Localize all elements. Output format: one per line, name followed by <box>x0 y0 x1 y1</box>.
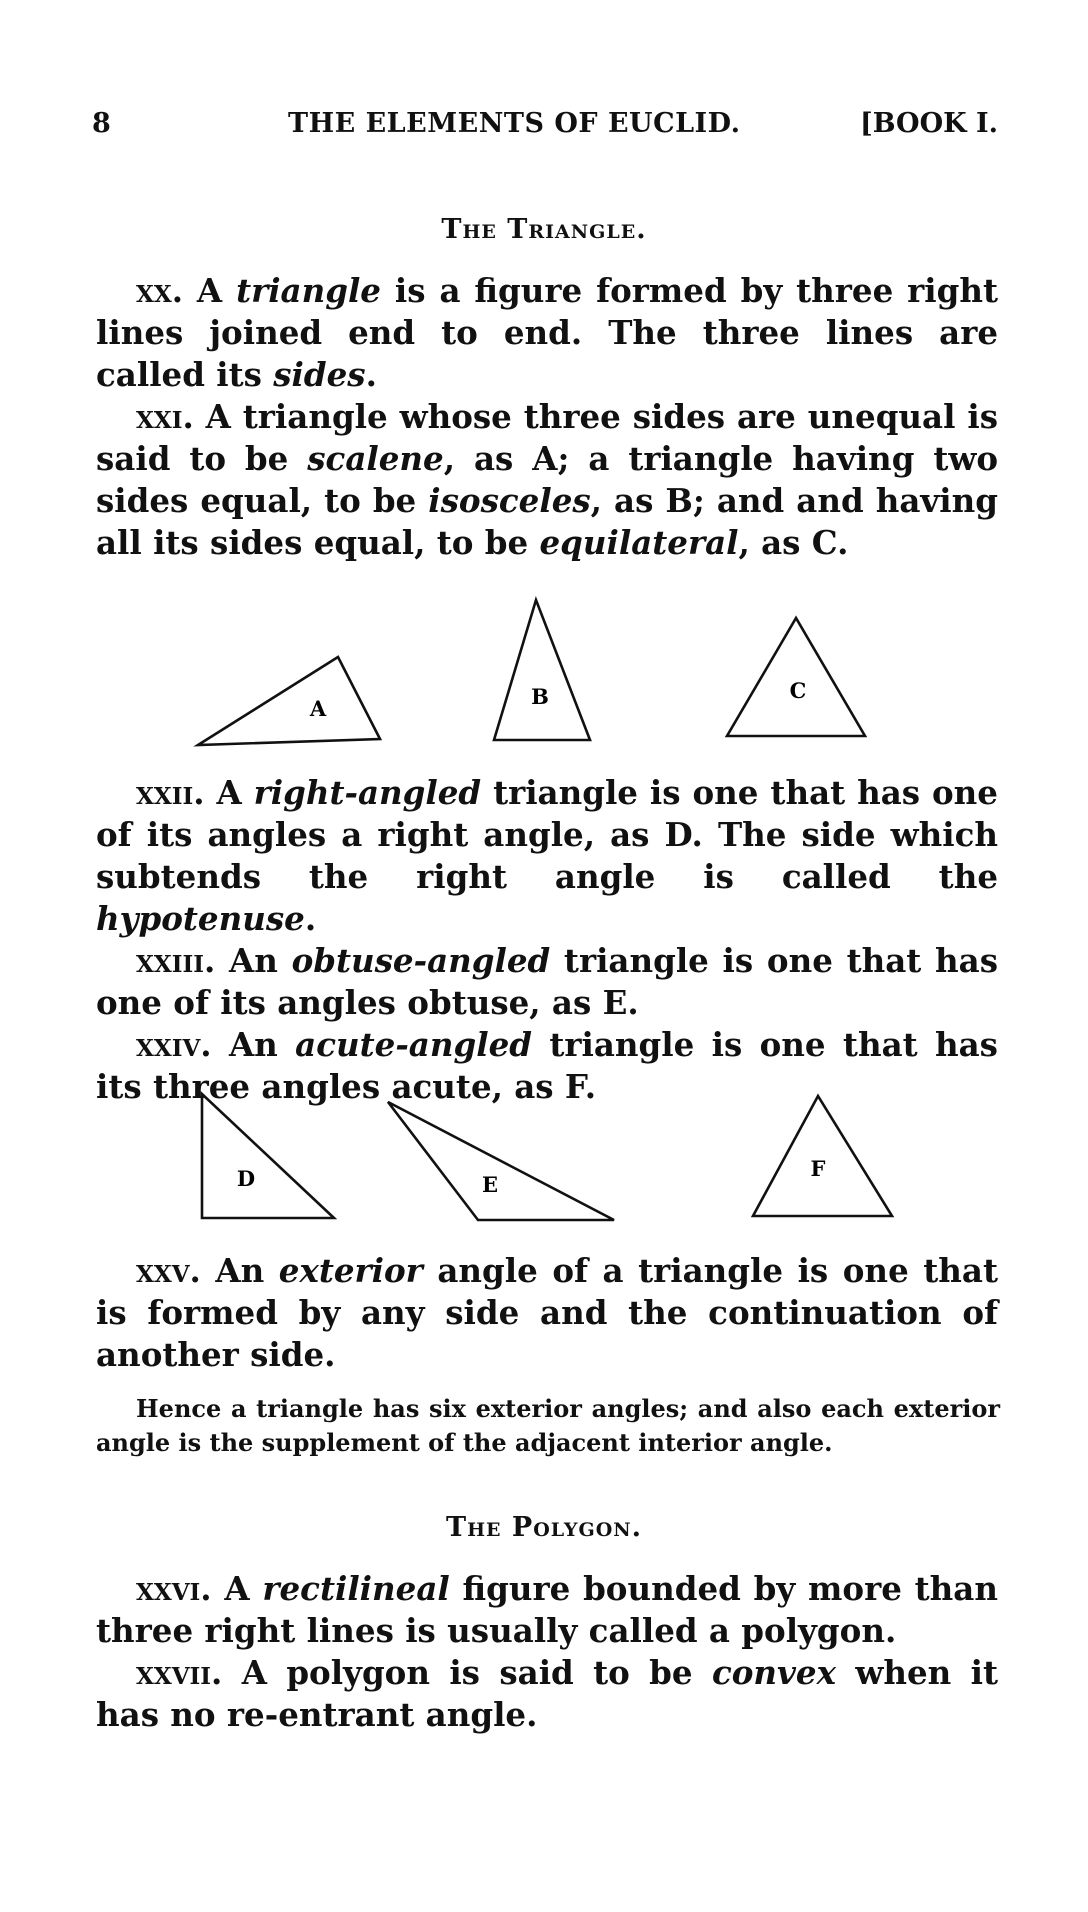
definition-26 <box>96 1568 998 1652</box>
right-angled-triangle <box>202 1094 334 1218</box>
figure-triangles-abc <box>0 590 1088 750</box>
definitions-triangle <box>96 270 998 564</box>
definition-text: is a figure formed by three right lines joined end to end. The three lines are called its <box>96 271 998 394</box>
defined-term: obtuse-angled <box>291 941 551 980</box>
definition-20 <box>96 270 998 396</box>
defined-term: triangle <box>236 271 381 310</box>
book-reference: [BOOK I. <box>859 108 998 139</box>
definition-text: An <box>211 1025 296 1064</box>
defined-term: acute-angled <box>295 1025 532 1064</box>
definition-text: An <box>200 1251 279 1290</box>
figure-label-a: A <box>309 696 327 721</box>
figure-label-c: C <box>789 678 807 703</box>
definition-text: An <box>215 941 292 980</box>
definition-number: xx. <box>136 271 184 310</box>
definition-text: when it has no re-entrant angle. <box>96 1653 998 1734</box>
note-text: Hence a triangle has six exterior angles; and also each exterior angle is the supplement of the adjacent interior angle. <box>96 1394 1000 1457</box>
definition-22 <box>96 772 998 940</box>
definition-text: . <box>304 899 317 938</box>
definition-text: A <box>211 1569 263 1608</box>
defined-term: equilateral <box>539 523 739 562</box>
triangles-def-drawing <box>0 1088 1088 1228</box>
defined-term: isosceles <box>428 481 591 520</box>
definition-text: triangle is one that has one of its angles obtuse, as E. <box>96 941 998 1022</box>
section-title-polygon: The Polygon. <box>445 1512 643 1543</box>
definitions-angles <box>96 772 998 1108</box>
definition-text: A polygon is said to be <box>222 1653 712 1692</box>
defined-term: convex <box>711 1653 836 1692</box>
definition-number: xxiii. <box>136 941 216 980</box>
figure-label-f: F <box>810 1156 826 1181</box>
figure-label-e: E <box>481 1172 499 1197</box>
triangles-abc-drawing <box>0 590 1088 750</box>
defined-term: rectilineal <box>262 1569 450 1608</box>
scalene-triangle <box>198 657 380 745</box>
definition-21 <box>96 396 998 564</box>
note-exterior-angles <box>96 1392 1000 1460</box>
definition-27 <box>96 1652 998 1736</box>
definition-text: figure bounded by more than three right lines is usually called a polygon. <box>96 1569 998 1650</box>
definition-text: triangle is one that has one of its angles a right angle, as D. The side which subtends the right angle is called the <box>96 773 998 896</box>
definition-text: , as B; and and having all its sides equal, to be <box>96 481 998 562</box>
obtuse-angled-triangle <box>388 1102 614 1220</box>
definition-text: triangle is one that has its three angles acute, as F. <box>96 1025 998 1106</box>
definition-text: angle of a triangle is one that is formed by any side and the continuation of another side. <box>96 1251 998 1374</box>
definition-text: A <box>183 271 237 310</box>
definition-number: xxvi. <box>136 1569 212 1608</box>
section-title-triangle: The Triangle. <box>441 214 647 245</box>
figure-label-d: D <box>236 1166 256 1191</box>
definition-25 <box>96 1250 998 1376</box>
defined-term: scalene <box>307 439 444 478</box>
defined-term: hypotenuse <box>96 899 305 938</box>
definition-number: xxii. <box>136 773 205 812</box>
definition-number: xxiv. <box>136 1025 212 1064</box>
definition-text: . <box>365 355 377 394</box>
running-header <box>92 108 998 148</box>
definitions-polygon <box>96 1568 998 1736</box>
page-number: 8 <box>92 108 111 139</box>
defined-term: right-angled <box>253 773 482 812</box>
definition-text: , as C. <box>738 523 849 562</box>
figure-label-b: B <box>531 684 549 709</box>
defined-term: exterior <box>278 1251 423 1290</box>
definition-text: A <box>204 773 254 812</box>
definition-number: xxv. <box>136 1251 201 1290</box>
running-title: THE ELEMENTS OF EUCLID. <box>288 108 741 139</box>
definition-number: xxi. <box>136 397 194 436</box>
definition-text: A triangle whose three sides are unequal is said to be <box>96 397 998 478</box>
figure-triangles-def <box>0 1088 1088 1228</box>
definition-text: , as A; a triangle having two sides equal, to be <box>96 439 998 520</box>
isosceles-triangle <box>494 600 590 740</box>
definitions-exterior <box>96 1250 998 1376</box>
definition-number: xxvii. <box>136 1653 223 1692</box>
defined-term: sides <box>273 355 366 394</box>
definition-23 <box>96 940 998 1024</box>
equilateral-triangle <box>727 618 865 736</box>
